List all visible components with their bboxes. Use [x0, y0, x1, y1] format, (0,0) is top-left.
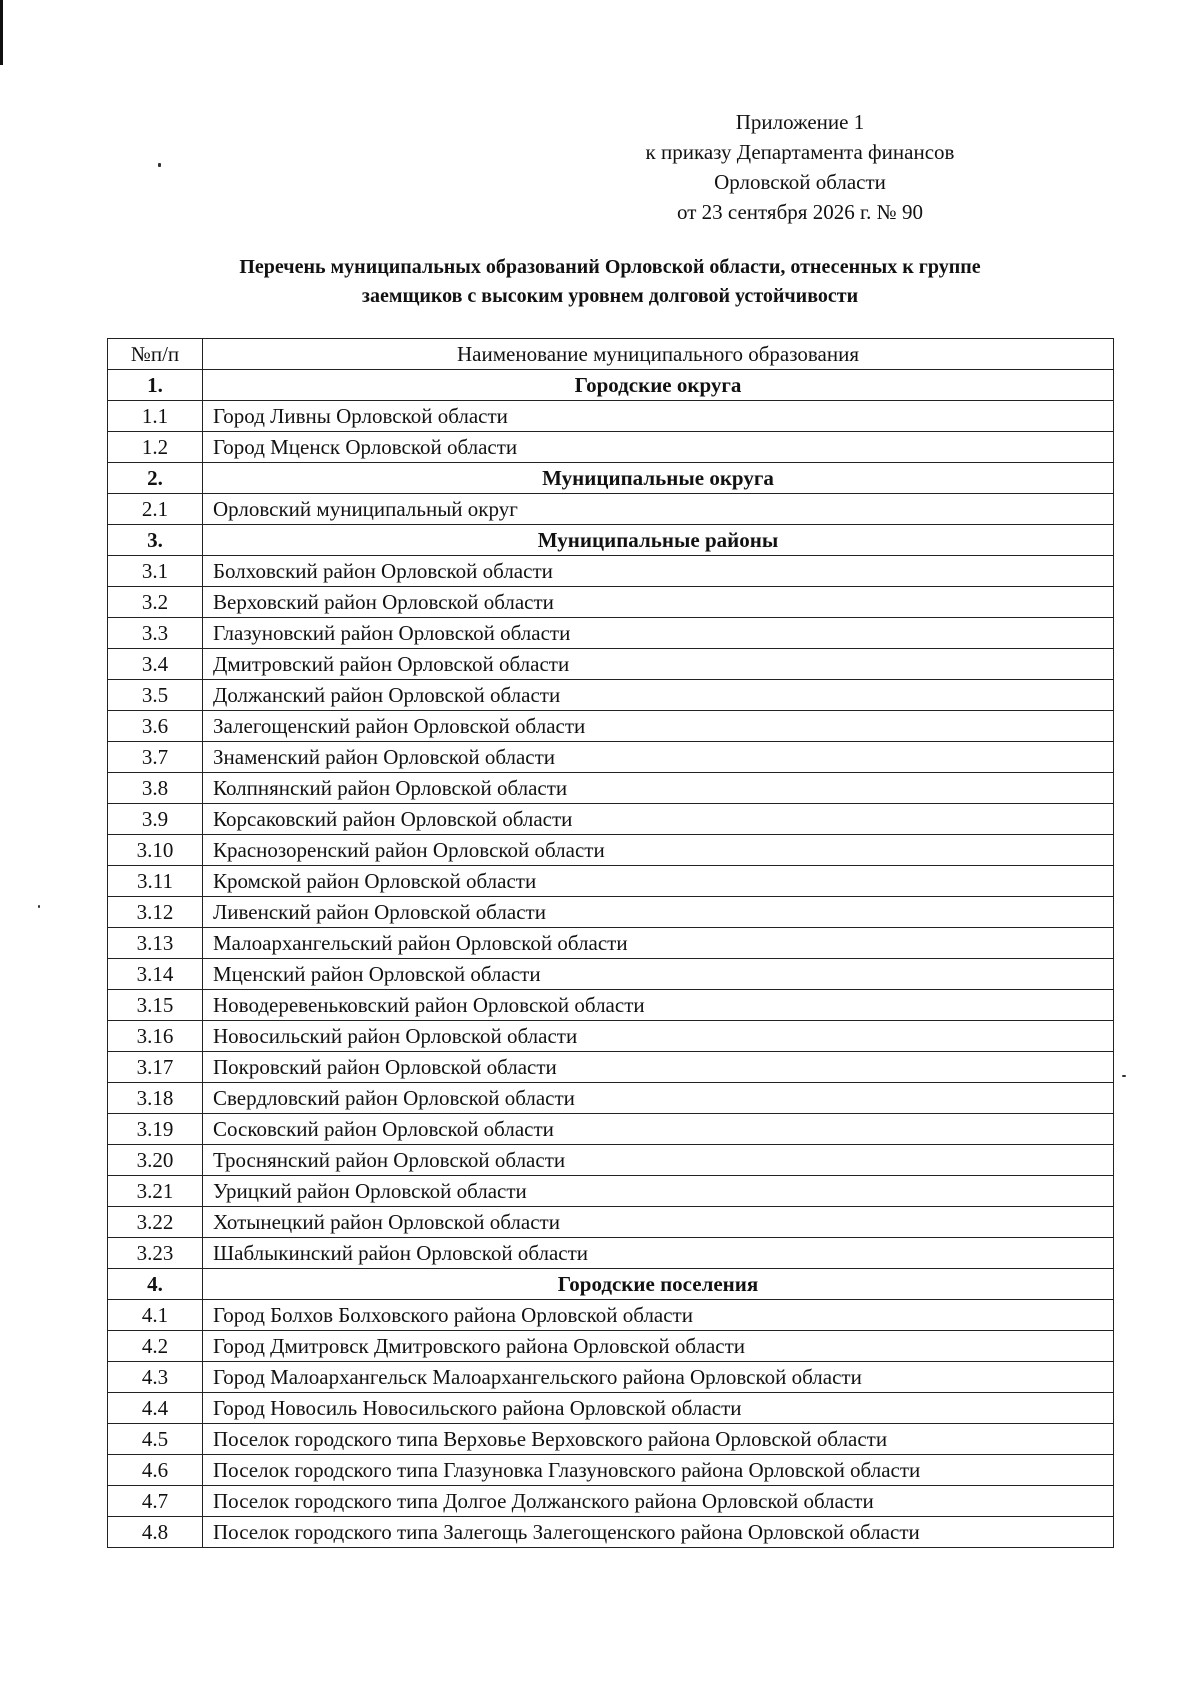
table-row	[108, 1021, 1114, 1052]
row-number: 4.7	[108, 1486, 203, 1517]
row-number: 4.3	[108, 1362, 203, 1393]
municipality-name: Город Дмитровск Дмитровского района Орловской области	[203, 1331, 1114, 1362]
municipality-name: Поселок городского типа Глазуновка Глазуновского района Орловской области	[203, 1455, 1114, 1486]
table-row	[108, 401, 1114, 432]
row-number: 4.1	[108, 1300, 203, 1331]
row-number: 3.9	[108, 804, 203, 835]
municipality-name: Покровский район Орловской области	[203, 1052, 1114, 1083]
group-number: 1.	[108, 370, 203, 401]
table-row	[108, 1083, 1114, 1114]
municipality-name: Мценский район Орловской области	[203, 959, 1114, 990]
row-number: 3.5	[108, 680, 203, 711]
municipality-name: Поселок городского типа Долгое Должанского района Орловской области	[203, 1486, 1114, 1517]
row-number: 3.14	[108, 959, 203, 990]
table-row	[108, 1424, 1114, 1455]
municipality-name: Сосковский район Орловской области	[203, 1114, 1114, 1145]
scan-speck	[38, 905, 40, 908]
municipality-name: Колпнянский район Орловской области	[203, 773, 1114, 804]
row-number: 3.18	[108, 1083, 203, 1114]
table-row	[108, 742, 1114, 773]
municipality-name: Залегощенский район Орловской области	[203, 711, 1114, 742]
municipality-name: Глазуновский район Орловской области	[203, 618, 1114, 649]
table-row	[108, 1176, 1114, 1207]
table-row	[108, 494, 1114, 525]
row-number: 3.19	[108, 1114, 203, 1145]
appendix-line-2: к приказу Департамента финансов	[645, 140, 955, 164]
municipality-name: Город Ливны Орловской области	[203, 401, 1114, 432]
row-number: 3.7	[108, 742, 203, 773]
table-row	[108, 1486, 1114, 1517]
row-number: 3.10	[108, 835, 203, 866]
group-row	[108, 525, 1114, 556]
row-number: 4.6	[108, 1455, 203, 1486]
municipality-name: Болховский район Орловской области	[203, 556, 1114, 587]
row-number: 3.11	[108, 866, 203, 897]
row-number: 1.1	[108, 401, 203, 432]
appendix-line-3: Орловской области	[714, 170, 886, 194]
municipality-name: Поселок городского типа Верховье Верховского района Орловской области	[203, 1424, 1114, 1455]
table-body	[108, 339, 1114, 1548]
table-row	[108, 773, 1114, 804]
municipality-name: Город Мценск Орловской области	[203, 432, 1114, 463]
row-number: 3.3	[108, 618, 203, 649]
appendix-header	[600, 107, 1000, 227]
row-number: 4.8	[108, 1517, 203, 1548]
group-number: 4.	[108, 1269, 203, 1300]
group-title: Городские округа	[203, 370, 1114, 401]
group-row	[108, 463, 1114, 494]
municipality-name: Ливенский район Орловской области	[203, 897, 1114, 928]
table-row	[108, 1052, 1114, 1083]
table-row	[108, 680, 1114, 711]
municipality-name: Верховский район Орловской области	[203, 587, 1114, 618]
table-row	[108, 587, 1114, 618]
municipality-name: Дмитровский район Орловской области	[203, 649, 1114, 680]
municipality-name: Шаблыкинский район Орловской области	[203, 1238, 1114, 1269]
municipality-name: Должанский район Орловской области	[203, 680, 1114, 711]
row-number: 4.4	[108, 1393, 203, 1424]
title-line-2: заемщиков с высоким уровнем долговой устойчивости	[361, 285, 859, 307]
row-number: 3.20	[108, 1145, 203, 1176]
group-number: 3.	[108, 525, 203, 556]
table-row	[108, 1300, 1114, 1331]
municipality-name: Новосильский район Орловской области	[203, 1021, 1114, 1052]
scan-speck	[158, 163, 161, 167]
table-row	[108, 1455, 1114, 1486]
municipality-name: Урицкий район Орловской области	[203, 1176, 1114, 1207]
table-row	[108, 897, 1114, 928]
row-number: 3.4	[108, 649, 203, 680]
table-row	[108, 1207, 1114, 1238]
municipality-name: Краснозоренский район Орловской области	[203, 835, 1114, 866]
row-number: 4.5	[108, 1424, 203, 1455]
municipality-name: Хотынецкий район Орловской области	[203, 1207, 1114, 1238]
municipality-name: Троснянский район Орловской области	[203, 1145, 1114, 1176]
scan-edge-mark	[0, 0, 3, 65]
municipality-name: Малоархангельский район Орловской области	[203, 928, 1114, 959]
row-number: 3.13	[108, 928, 203, 959]
row-number: 3.16	[108, 1021, 203, 1052]
group-number: 2.	[108, 463, 203, 494]
table-row	[108, 1114, 1114, 1145]
header-num-cell: №п/п	[108, 339, 203, 370]
table-row	[108, 618, 1114, 649]
document-title	[120, 253, 1100, 311]
row-number: 3.22	[108, 1207, 203, 1238]
table-row	[108, 990, 1114, 1021]
table-row	[108, 556, 1114, 587]
table-header-row	[108, 339, 1114, 370]
row-number: 3.15	[108, 990, 203, 1021]
title-line-1: Перечень муниципальных образований Орловской области, отнесенных к группе	[239, 256, 981, 278]
row-number: 3.6	[108, 711, 203, 742]
row-number: 3.8	[108, 773, 203, 804]
municipality-name: Поселок городского типа Залегощь Залегощенского района Орловской области	[203, 1517, 1114, 1548]
row-number: 3.17	[108, 1052, 203, 1083]
row-number: 3.23	[108, 1238, 203, 1269]
row-number: 3.21	[108, 1176, 203, 1207]
municipality-name: Корсаковский район Орловской области	[203, 804, 1114, 835]
municipality-name: Знаменский район Орловской области	[203, 742, 1114, 773]
row-number: 2.1	[108, 494, 203, 525]
group-title: Муниципальные районы	[203, 525, 1114, 556]
row-number: 3.1	[108, 556, 203, 587]
table-row	[108, 928, 1114, 959]
municipality-name: Орловский муниципальный округ	[203, 494, 1114, 525]
table-row	[108, 1145, 1114, 1176]
table-row	[108, 804, 1114, 835]
scan-speck	[1122, 1075, 1126, 1077]
row-number: 3.12	[108, 897, 203, 928]
appendix-line-1: Приложение 1	[735, 110, 865, 134]
header-name-cell: Наименование муниципального образования	[203, 339, 1114, 370]
municipality-name: Город Новосиль Новосильского района Орловской области	[203, 1393, 1114, 1424]
municipality-name: Город Малоархангельск Малоархангельского района Орловской области	[203, 1362, 1114, 1393]
table-row	[108, 711, 1114, 742]
table-row	[108, 1331, 1114, 1362]
municipality-name: Свердловский район Орловской области	[203, 1083, 1114, 1114]
group-row	[108, 370, 1114, 401]
group-row	[108, 1269, 1114, 1300]
municipalities-table	[107, 338, 1114, 1548]
row-number: 1.2	[108, 432, 203, 463]
municipality-name: Новодеревеньковский район Орловской области	[203, 990, 1114, 1021]
table-row	[108, 1393, 1114, 1424]
table-row	[108, 1517, 1114, 1548]
table-row	[108, 959, 1114, 990]
table-row	[108, 432, 1114, 463]
row-number: 4.2	[108, 1331, 203, 1362]
group-title: Муниципальные округа	[203, 463, 1114, 494]
row-number: 3.2	[108, 587, 203, 618]
table-row	[108, 1362, 1114, 1393]
municipality-name: Кромской район Орловской области	[203, 866, 1114, 897]
table-row	[108, 835, 1114, 866]
table-row	[108, 649, 1114, 680]
group-title: Городские поселения	[203, 1269, 1114, 1300]
appendix-line-4: от 23 сентября 2026 г. № 90	[677, 200, 923, 224]
table-row	[108, 1238, 1114, 1269]
municipality-name: Город Болхов Болховского района Орловской области	[203, 1300, 1114, 1331]
table-row	[108, 866, 1114, 897]
